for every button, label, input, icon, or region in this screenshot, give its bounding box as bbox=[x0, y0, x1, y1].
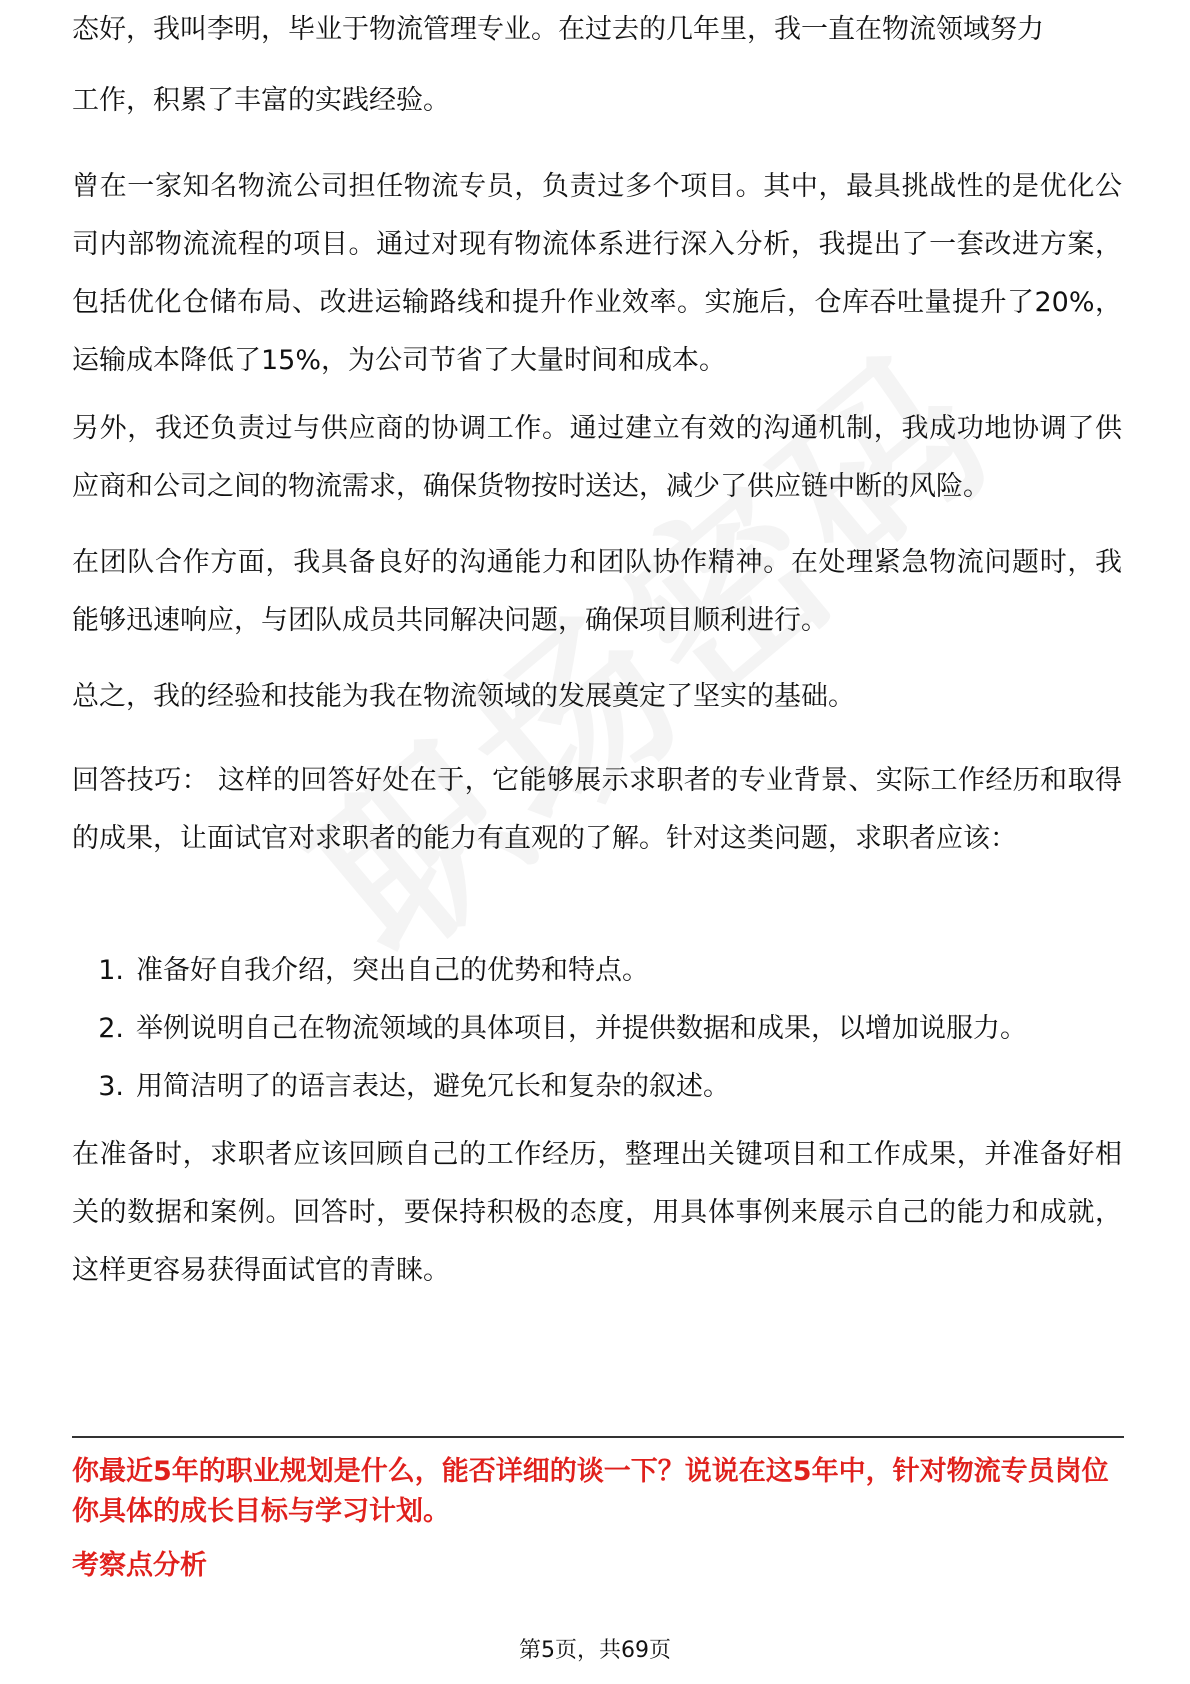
list-item bbox=[72, 942, 1122, 1000]
paragraph-summary: 总之，我的经验和技能为我在物流领域的发展奠定了坚实的基础。 bbox=[72, 681, 855, 712]
list-item-text: 准备好自我介绍，突出自己的优势和特点。 bbox=[136, 955, 649, 986]
list-item-text: 用简洁明了的语言表达，避免冗长和复杂的叙述。 bbox=[136, 1071, 730, 1102]
paragraph-project-experience: 曾在一家知名物流公司担任物流专员，负责过多个项目。其中，最具挑战性的是优化公司内部物流流程的项目。通过对现有物流体系进行深入分析，我提出了一套改进方案，包括优化仓储布局、改进运输路线和提升作业效率。实施后，仓库吞吐量提升了20%，运输成本降低了15%，为公司节省了大量时间和成本。 bbox=[72, 171, 1122, 376]
analysis-heading: 考察点分析 bbox=[72, 1550, 207, 1581]
list-item bbox=[72, 1058, 1122, 1116]
paragraph-supplier-coordination: 另外，我还负责过与供应商的协调工作。通过建立有效的沟通机制，我成功地协调了供应商和公司之间的物流需求，确保货物按时送达，减少了供应链中断的风险。 bbox=[72, 413, 1122, 502]
tips-list bbox=[72, 942, 1122, 1116]
list-item bbox=[72, 1000, 1122, 1058]
paragraph-teamwork: 在团队合作方面，我具备良好的沟通能力和团队协作精神。在处理紧急物流问题时，我能够迅速响应，与团队成员共同解决问题，确保项目顺利进行。 bbox=[72, 547, 1122, 636]
paragraph-answer-tips: 回答技巧： 这样的回答好处在于，它能够展示求职者的专业背景、实际工作经历和取得的成果，让面试官对求职者的能力有直观的了解。针对这类问题，求职者应该： bbox=[72, 765, 1122, 854]
list-item-number: 2. bbox=[98, 1013, 124, 1044]
list-item-text: 举例说明自己在物流领域的具体项目，并提供数据和成果，以增加说服力。 bbox=[136, 1013, 1027, 1044]
paragraph-closing: 在准备时，求职者应该回顾自己的工作经历，整理出关键项目和工作成果，并准备好相关的数据和案例。回答时，要保持积极的态度，用具体事例来展示自己的能力和成就，这样更容易获得面试官的青睐。 bbox=[72, 1139, 1122, 1286]
page-footer: 第5页，共69页 bbox=[519, 1638, 671, 1663]
section-divider bbox=[72, 1436, 1124, 1438]
cut-off-top-line bbox=[72, 14, 1122, 60]
paragraph-intro-end: 工作，积累了丰富的实践经验。 bbox=[72, 85, 450, 116]
next-question-heading: 你最近5年的职业规划是什么，能否详细的谈一下？说说在这5年中，针对物流专员岗位你具体的成长目标与学习计划。 bbox=[72, 1456, 1109, 1527]
cut-off-top-line-text: 态好，我叫李明，毕业于物流管理专业。在过去的几年里，我一直在物流领域努力 bbox=[72, 14, 1044, 45]
list-item-number: 3. bbox=[98, 1071, 124, 1102]
list-item-number: 1. bbox=[98, 955, 124, 986]
